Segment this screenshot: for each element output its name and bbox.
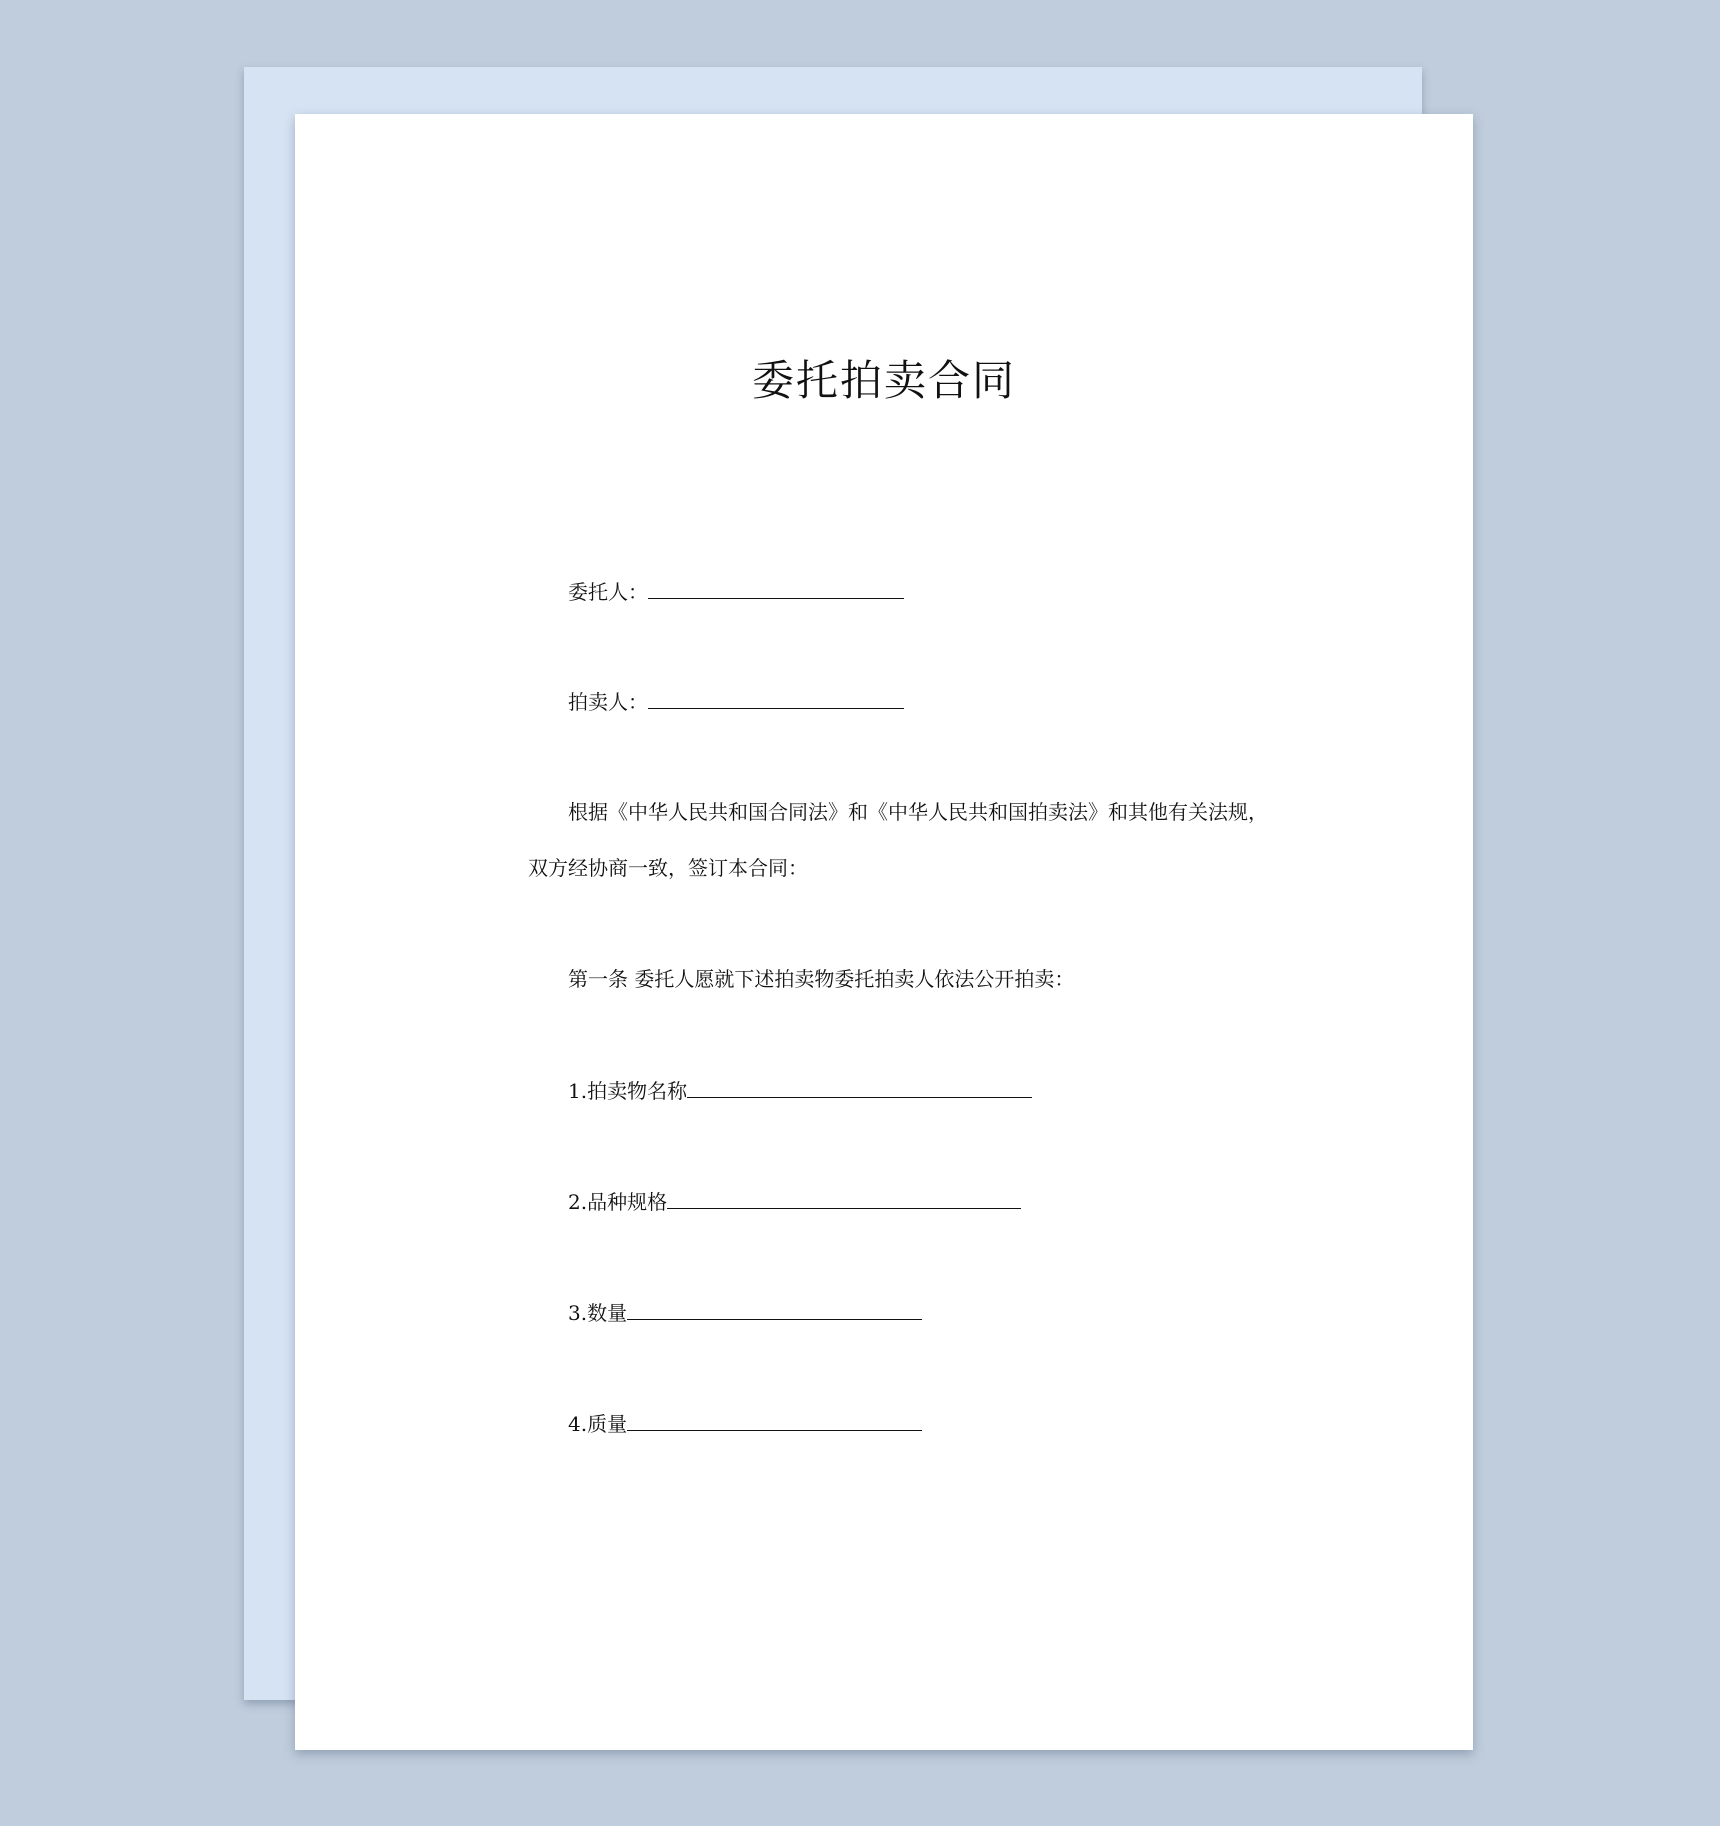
item-label: 2.品种规格 bbox=[568, 1190, 668, 1214]
auctioneer-label: 拍卖人： bbox=[568, 690, 648, 714]
article-1: 第一条 委托人愿就下述拍卖物委托拍卖人依法公开拍卖： bbox=[568, 967, 1075, 991]
item-row-spec bbox=[568, 1188, 1021, 1215]
intro-line-2: 双方经协商一致，签订本合同： bbox=[528, 856, 808, 880]
document-page bbox=[295, 114, 1473, 1750]
item-row-quality bbox=[568, 1410, 922, 1437]
auctioneer-blank bbox=[648, 688, 904, 709]
item-label: 4.质量 bbox=[568, 1412, 628, 1436]
consignor-label: 委托人： bbox=[568, 580, 648, 604]
item-blank bbox=[627, 1299, 922, 1320]
consignor-row bbox=[568, 578, 904, 605]
item-label: 1.拍卖物名称 bbox=[568, 1079, 688, 1103]
item-blank bbox=[667, 1188, 1021, 1209]
item-blank bbox=[627, 1410, 922, 1431]
item-label: 3.数量 bbox=[568, 1301, 628, 1325]
item-blank bbox=[687, 1077, 1032, 1098]
document-title: 委托拍卖合同 bbox=[751, 356, 1016, 405]
intro-line-1: 根据《中华人民共和国合同法》和《中华人民共和国拍卖法》和其他有关法规， bbox=[568, 800, 1268, 824]
item-row-name bbox=[568, 1077, 1032, 1104]
item-row-quantity bbox=[568, 1299, 922, 1326]
consignor-blank bbox=[648, 578, 904, 599]
auctioneer-row bbox=[568, 688, 904, 715]
